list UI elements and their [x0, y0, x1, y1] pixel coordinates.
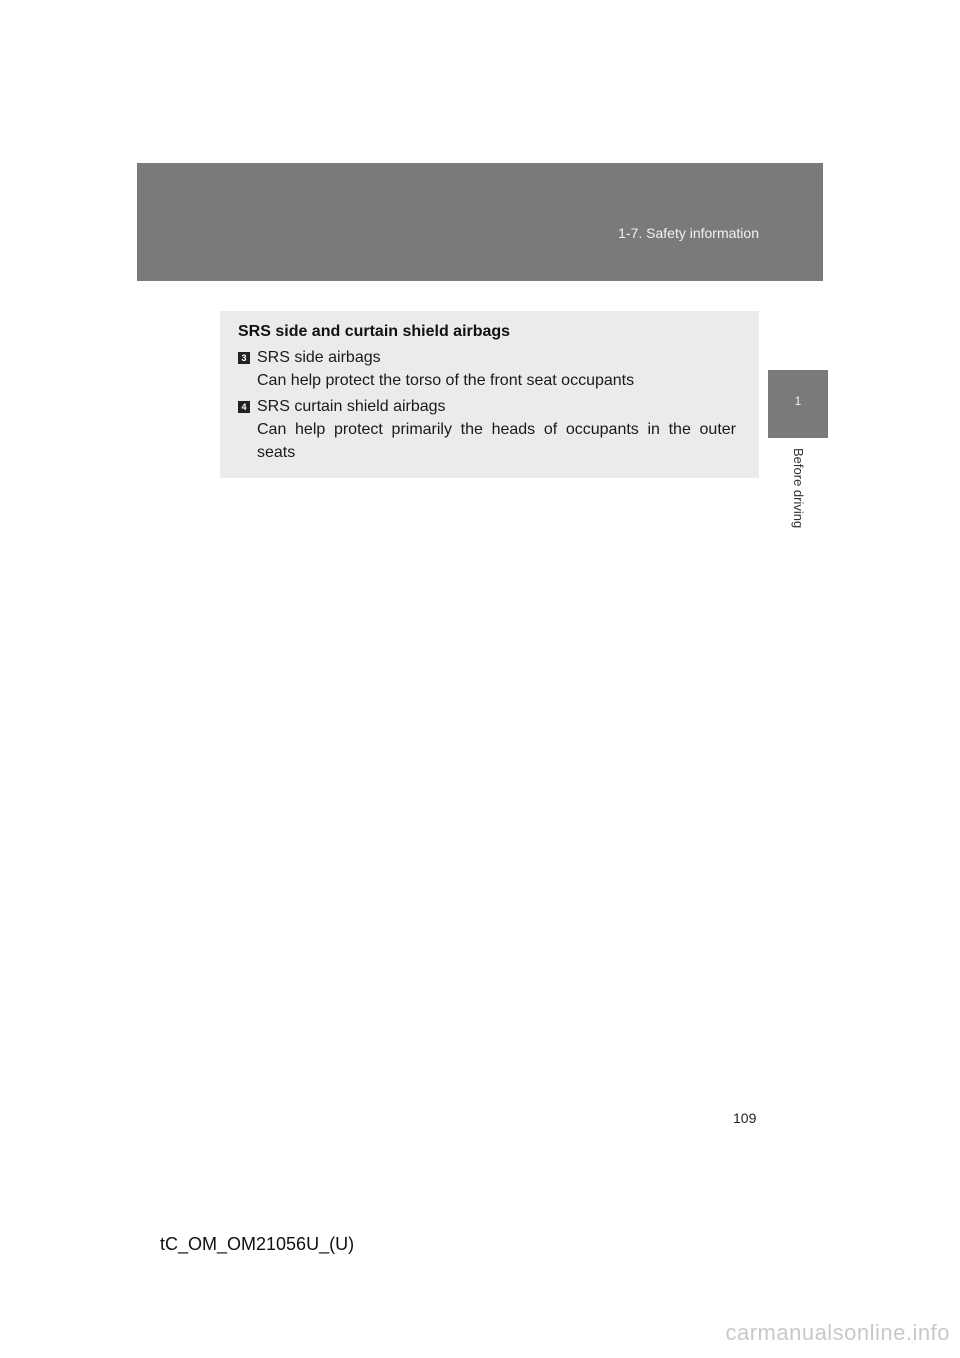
chapter-tab — [768, 370, 828, 438]
watermark: carmanualsonline.info — [725, 1320, 950, 1345]
header-band — [137, 163, 823, 281]
item-description: Can help protect the torso of the front seat occupants — [257, 372, 635, 389]
chapter-number: 1 — [794, 394, 802, 408]
item-name: SRS curtain shield airbags — [257, 398, 446, 415]
document-id: tC_OM_OM21056U_(U) — [160, 1234, 355, 1254]
section-title: 1-7. Safety information — [618, 225, 759, 241]
page-number: 109 — [733, 1110, 757, 1126]
list-item — [238, 346, 736, 392]
chapter-label-container — [790, 448, 806, 538]
number-badge: 4 — [238, 401, 250, 413]
content-title: SRS side and curtain shield airbags — [238, 323, 511, 340]
item-description: Can help protect primarily the heads of occupants in the outer seats — [257, 421, 736, 461]
chapter-label: Before driving — [791, 448, 806, 529]
list-item — [238, 395, 736, 464]
number-badge: 3 — [238, 352, 250, 364]
airbag-info-box — [220, 311, 759, 478]
item-name: SRS side airbags — [257, 349, 381, 366]
